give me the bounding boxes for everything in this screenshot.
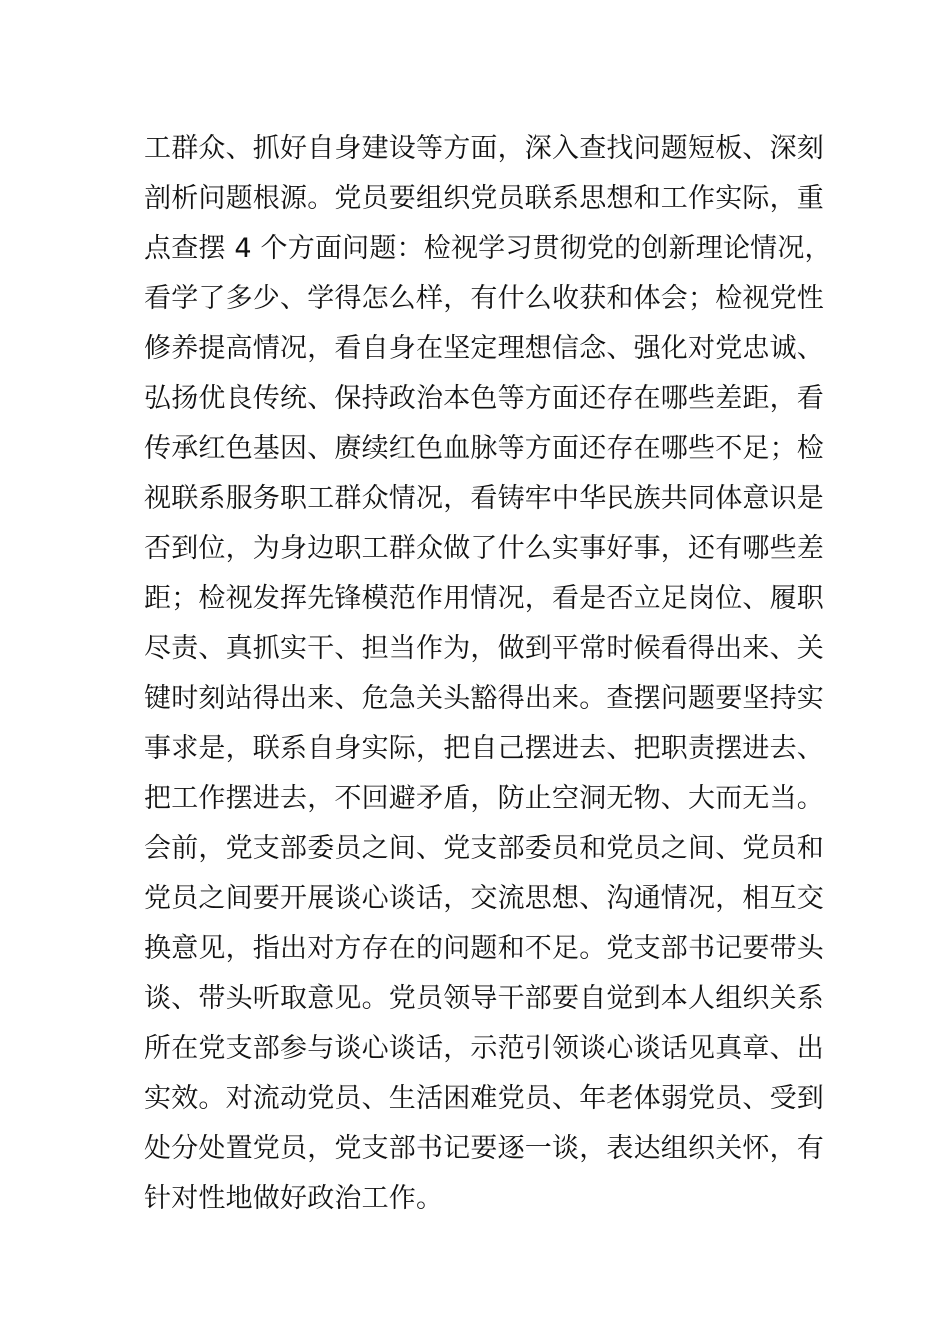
text-line-3: 点查摆 4 个方面问题：检视学习贯彻党的创新理论情况， [144, 233, 832, 264]
text-line-4: 看学了多少、学得怎么样，有什么收获和体会；检视党性 [144, 283, 824, 314]
text-line-5: 修养提高情况，看自身在坚定理想信念、强化对党忠诚、 [144, 333, 824, 364]
text-line-17: 换意见，指出对方存在的问题和不足。党支部书记要带头 [144, 933, 824, 964]
text-line-14: 把工作摆进去，不回避矛盾，防止空洞无物、大而无当。 [144, 783, 824, 814]
text-line-19: 所在党支部参与谈心谈话，示范引领谈心谈话见真章、出 [144, 1033, 824, 1064]
text-line-11: 尽责、真抓实干、担当作为，做到平常时候看得出来、关 [144, 633, 824, 664]
text-line-15: 会前，党支部委员之间、党支部委员和党员之间、党员和 [144, 833, 824, 864]
text-line-13: 事求是，联系自身实际，把自己摆进去、把职责摆进去、 [144, 733, 824, 764]
text-line-2: 剖析问题根源。党员要组织党员联系思想和工作实际，重 [144, 183, 824, 214]
text-line-16: 党员之间要开展谈心谈话，交流思想、沟通情况，相互交 [144, 883, 824, 914]
text-line-20: 实效。对流动党员、生活困难党员、年老体弱党员、受到 [144, 1083, 824, 1114]
text-line-10: 距；检视发挥先锋模范作用情况，看是否立足岗位、履职 [144, 583, 824, 614]
text-line-7: 传承红色基因、赓续红色血脉等方面还存在哪些不足；检 [144, 433, 824, 464]
text-line-21: 处分处置党员，党支部书记要逐一谈，表达组织关怀，有 [144, 1133, 824, 1164]
text-line-22: 针对性地做好政治工作。 [144, 1183, 444, 1214]
text-line-8: 视联系服务职工群众情况，看铸牢中华民族共同体意识是 [144, 483, 824, 514]
text-line-6: 弘扬优良传统、保持政治本色等方面还存在哪些差距，看 [144, 383, 824, 414]
body-text [144, 124, 832, 1224]
text-line-18: 谈、带头听取意见。党员领导干部要自觉到本人组织关系 [144, 983, 824, 1014]
text-line-12: 键时刻站得出来、危急关头豁得出来。查摆问题要坚持实 [144, 683, 824, 714]
text-line-9: 否到位，为身边职工群众做了什么实事好事，还有哪些差 [144, 533, 824, 564]
text-line-1: 工群众、抓好自身建设等方面，深入查找问题短板、深刻 [144, 133, 824, 164]
